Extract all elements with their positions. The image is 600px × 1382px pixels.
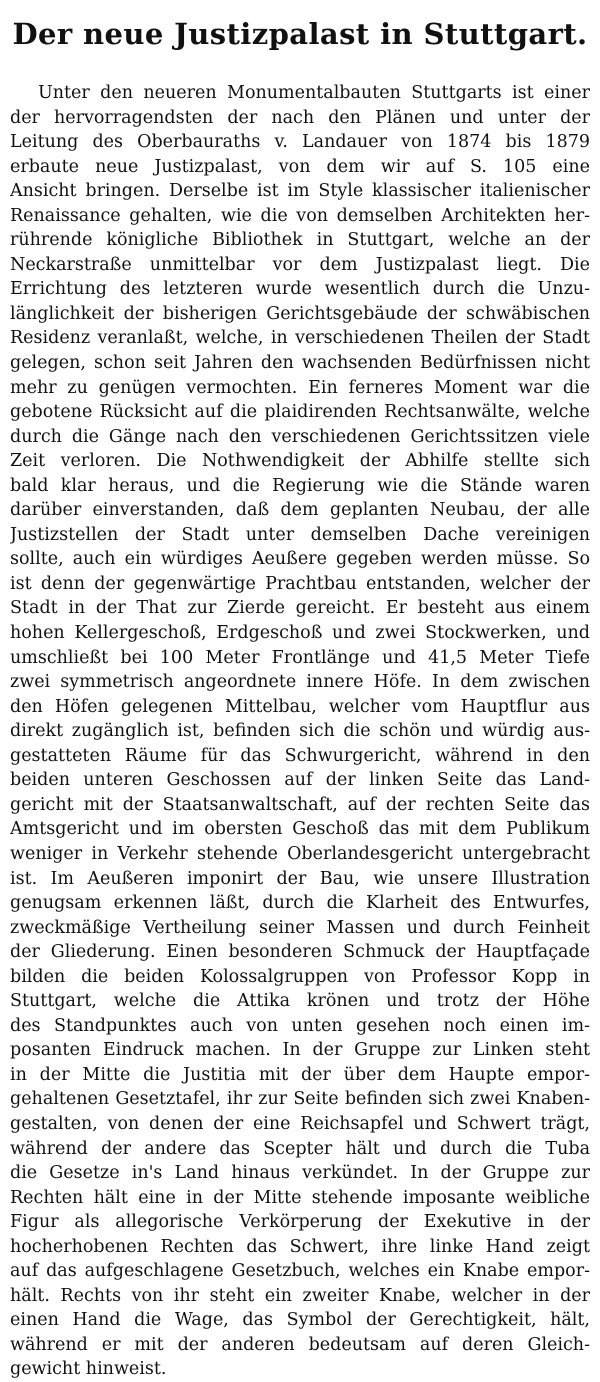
text-line: gestatteten Räume für das Schwurgericht, während in den [10,745,590,766]
text-line: Justizstellen der Stadt unter demselben Dache vereinigen [10,524,590,545]
text-line: erbaute neue Justizpalast, von dem wir auf S. 105 eine [10,156,590,177]
text-line: gebotene Rücksicht auf die plaidirenden Rechtsanwälte, welche [10,402,590,423]
text-line: Errichtung des letzteren wurde wesentlich durch die Unzu- [10,279,590,300]
text-line: gericht mit der Staatsanwaltschaft, auf der rechten Seite das [10,794,590,815]
text-line: zweckmäßige Vertheilung seiner Massen und durch Feinheit [10,917,590,938]
text-line: zwei symmetrisch angeordnete innere Höfe. In dem zwischen [10,672,590,693]
text-line: der hervorragendsten der nach den Plänen und unter der [10,107,590,128]
text-line: Zeit verloren. Die Nothwendigkeit der Abhilfe stellte sich [10,451,590,472]
text-line: Leitung des Oberbauraths v. Landauer von 1874 bis 1879 [10,132,590,153]
text-line: Renaissance gehalten, wie die von demselben Architekten her- [10,205,590,226]
text-line: bilden die beiden Kolossalgruppen von Professor Kopp in [10,966,590,987]
text-line: Rechten hält eine in der Mitte stehende imposante weibliche [10,1187,590,1208]
text-line: Residenz veranlaßt, welche, in verschiedenen Theilen der Stadt [10,328,590,349]
text-line: posanten Eindruck machen. In der Gruppe zur Linken steht [10,1040,590,1061]
text-line: Neckarstraße unmittelbar vor dem Justizpalast liegt. Die [10,254,590,275]
text-line: den Höfen gelegenen Mittelbau, welcher vom Hauptflur aus [10,696,590,717]
text-line: die Gesetze in's Land hinaus verkündet. In der Gruppe zur [10,1163,590,1184]
text-line: beiden unteren Geschossen auf der linken Seite das Land- [10,770,590,791]
text-line: der Gliederung. Einen besonderen Schmuck der Hauptfaçade [10,942,590,963]
text-line: gehaltenen Gesetztafel, ihr zur Seite befinden sich zwei Knaben- [10,1089,590,1110]
text-line: Stadt in der That zur Zierde gereicht. Er besteht aus einem [10,598,590,619]
text-line: auf das aufgeschlagene Gesetzbuch, welches ein Knabe empor- [10,1261,590,1282]
text-line: des Standpunktes auch von unten gesehen noch einen im- [10,1015,590,1036]
text-line: durch die Gänge nach den verschiedenen Gerichtssitzen viele [10,426,590,447]
article-title: Der neue Justizpalast in Stuttgart. [12,17,588,51]
text-line: gelegen, schon seit Jahren den wachsenden Bedürfnissen nicht [10,353,590,374]
text-line: umschließt bei 100 Meter Frontlänge und 41,5 Meter Tiefe [10,647,590,668]
text-line: Unter den neueren Monumentalbauten Stuttgarts ist einer [38,83,590,103]
text-line: ist. Im Aeußeren imponirt der Bau, wie unsere Illustration [10,868,590,889]
text-line: während er mit der anderen bedeutsam auf deren Gleich- [10,1334,590,1355]
text-line: gestalten, von denen der eine Reichsapfel und Schwert trägt, [10,1113,590,1134]
text-line: länglichkeit der bisherigen Gerichtsgebäude der schwäbischen [10,303,590,324]
text-line: bald klar heraus, und die Regierung wie die Stände waren [10,475,590,496]
text-line: hohen Kellergeschoß, Erdgeschoß und zwei Stockwerken, und [10,623,590,644]
text-line: in der Mitte die Justitia mit der über dem Haupte empor- [10,1064,590,1085]
text-line: Stuttgart, welche die Attika krönen und trotz der Höhe [10,991,590,1012]
text-line: weniger in Verkehr stehende Oberlandesgericht untergebracht [10,843,590,864]
text-line: darüber einverstanden, daß dem geplanten Neubau, der alle [10,500,590,521]
text-line: ist denn der gegenwärtige Prachtbau entstanden, welcher der [10,573,590,594]
text-line: hält. Rechts von ihr steht ein zweiter Knabe, welcher in der [10,1285,590,1306]
text-line: Figur als allegorische Verkörperung der Exekutive in der [10,1212,590,1233]
text-line: gewicht hinweist. [10,1359,167,1380]
text-line: Amtsgericht und im obersten Geschoß das mit dem Publikum [10,819,590,840]
text-line: sollte, auch ein würdiges Aeußere gegeben werden müsse. So [10,549,590,570]
text-line: Ansicht bringen. Derselbe ist im Style klassischer italienischer [10,181,590,202]
text-line: einen Hand die Wage, das Symbol der Gerechtigkeit, hält, [10,1310,590,1331]
text-line: während der andere das Scepter hält und durch die Tuba [10,1138,590,1159]
article-body [10,81,590,1382]
text-line: hocherhobenen Rechten das Schwert, ihre linke Hand zeigt [10,1236,590,1257]
text-line: genugsam erkennen läßt, durch die Klarheit des Entwurfes, [10,893,590,914]
text-line: mehr zu genügen vermochten. Ein ferneres Moment war die [10,377,590,398]
text-line: direkt zugänglich ist, befinden sich die schön und würdig aus- [10,721,590,742]
text-line: rührende königliche Bibliothek in Stuttgart, welche an der [10,230,590,251]
